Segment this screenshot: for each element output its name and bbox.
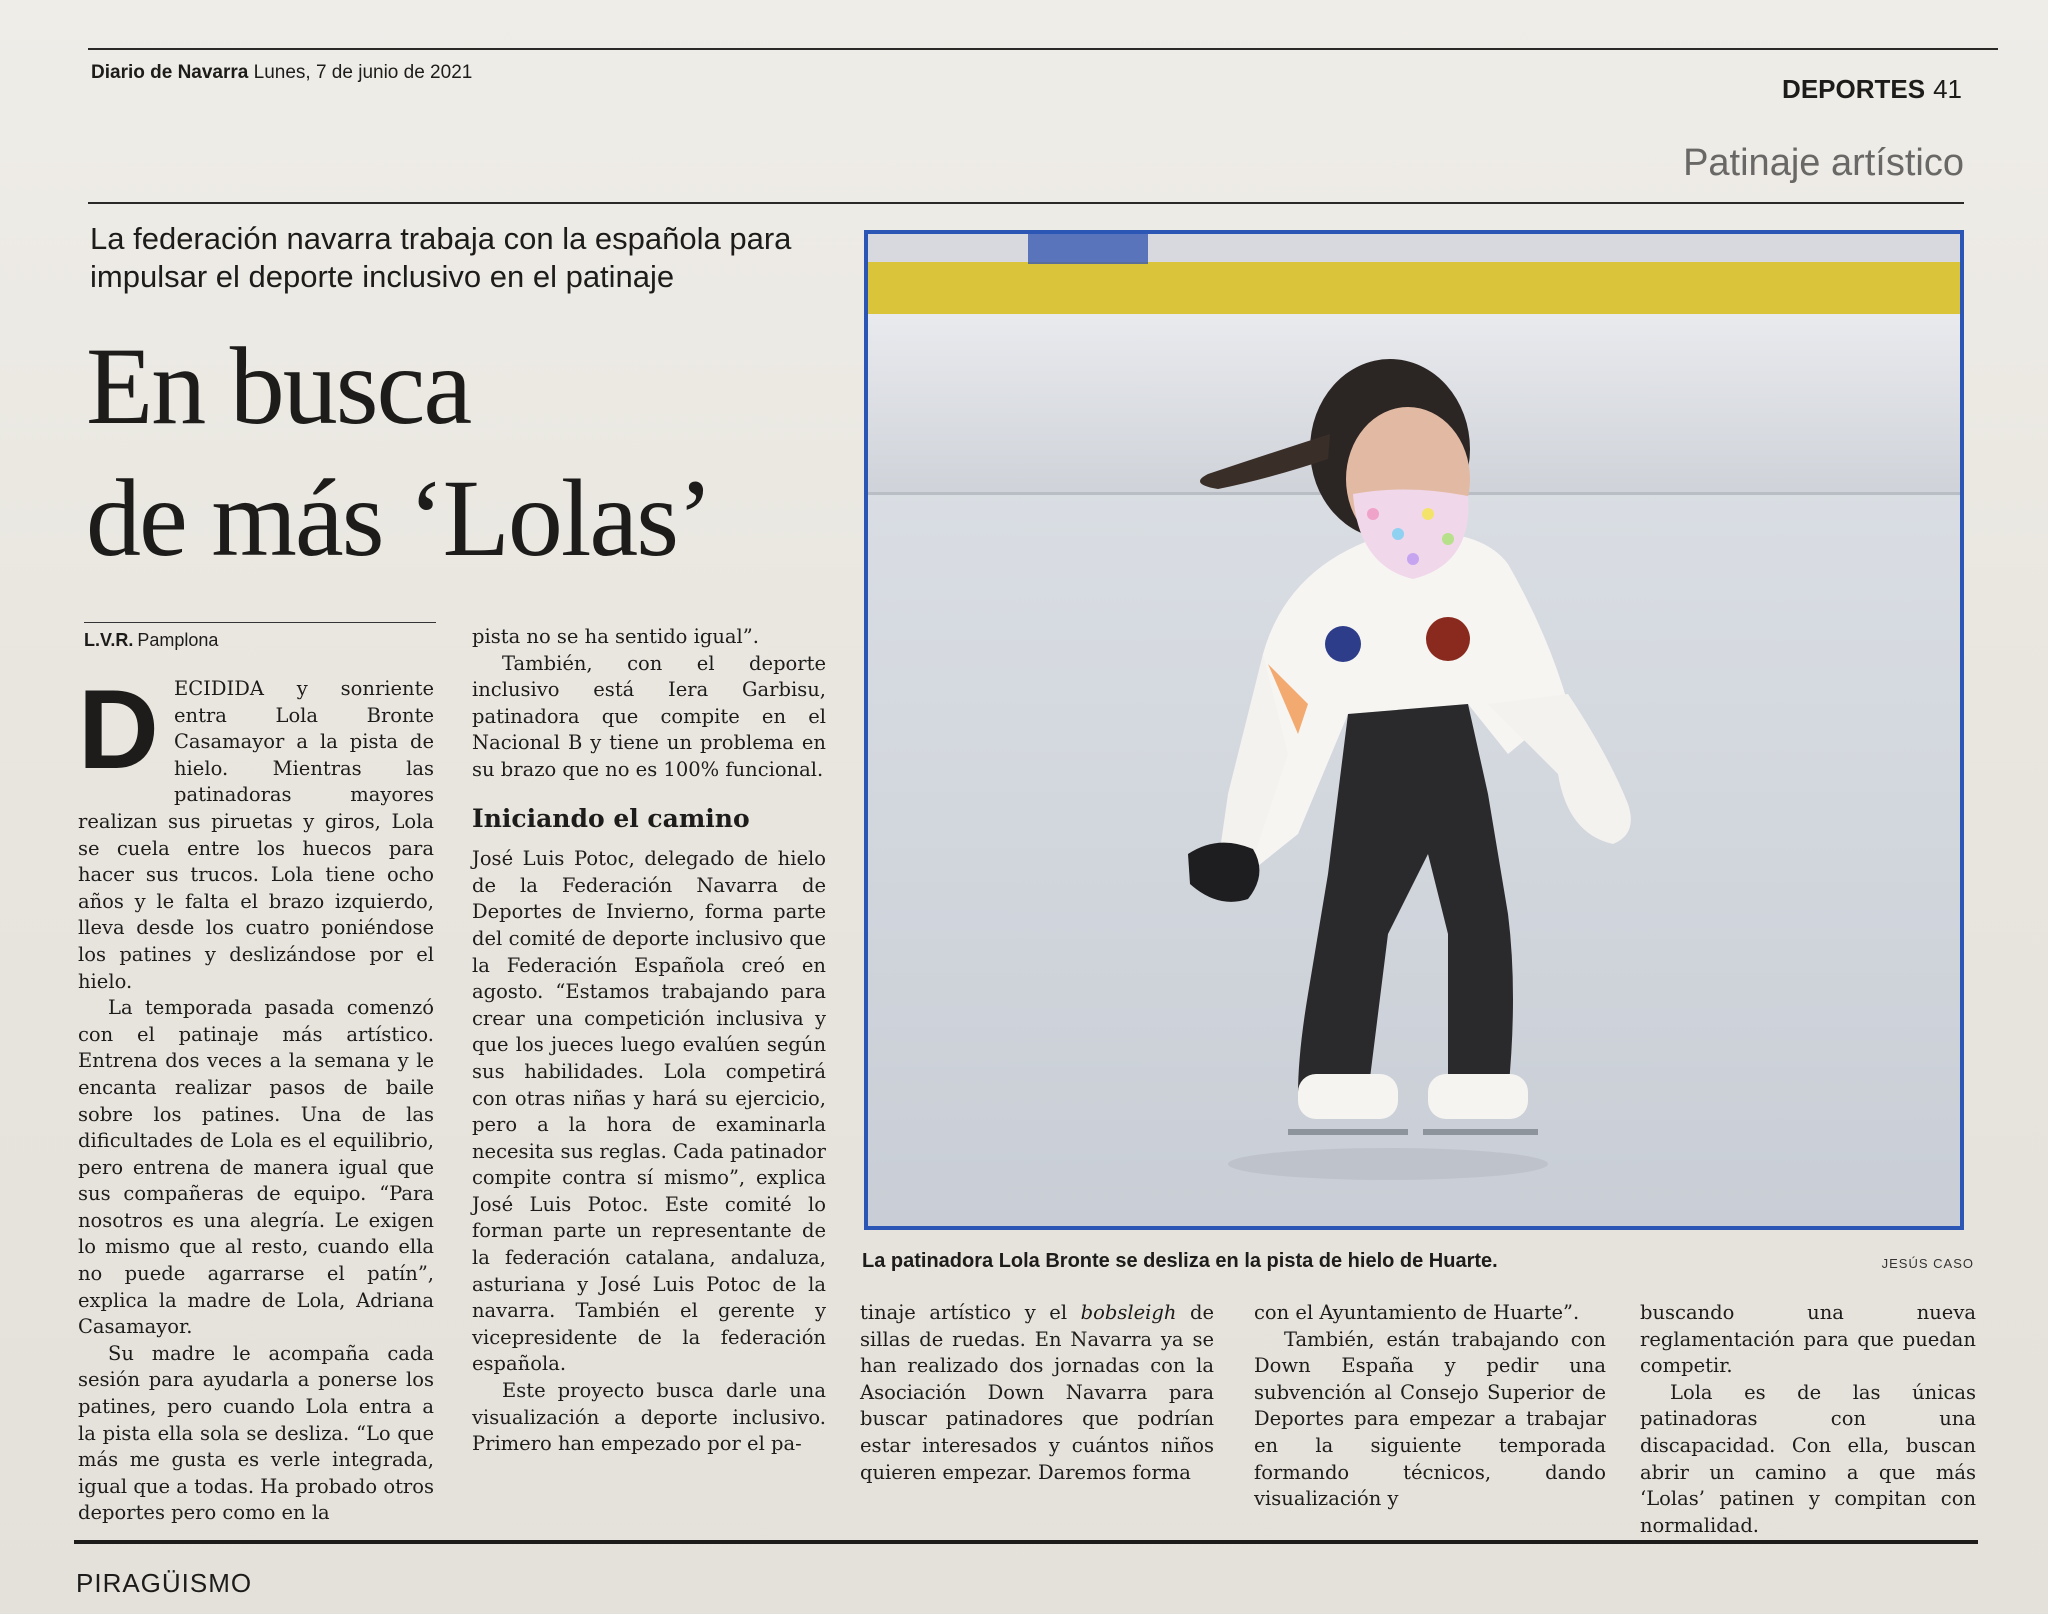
paragraph [860, 1300, 1214, 1486]
paragraph-text: de sillas de ruedas. En Navarra ya se han realizado dos jornadas con la Asociación Down Navarra para buscar patinadores que podrían estar interesados y cuántos niños quieren empezar. Daremos forma [860, 1301, 1214, 1484]
article-column-1 [78, 667, 434, 1527]
article-column-2 [472, 624, 826, 1458]
headline-line-1: En busca [86, 325, 471, 447]
dropcap [78, 667, 166, 792]
dropcap-letter: D [78, 667, 159, 792]
left-skate [1298, 1074, 1398, 1119]
club-badge [1325, 626, 1361, 662]
paragraph [78, 667, 434, 995]
italic-term: bobsleigh [1080, 1301, 1177, 1324]
article-headline [86, 320, 846, 584]
header-rule [88, 48, 1998, 50]
byline-rule [84, 622, 436, 623]
mask-dot [1422, 508, 1434, 520]
section-tag: Patinaje artístico [1683, 142, 1964, 184]
byline [84, 630, 218, 651]
paragraph: También, con el deporte inclusivo está Iera Garbisu, patinadora que compite en el Nacional B y tiene un problema en su brazo que no es 100% funcional. [472, 651, 826, 781]
section-name: DEPORTES [1782, 74, 1926, 104]
article-column-4 [1254, 1300, 1606, 1513]
page-number: 41 [1933, 74, 1962, 104]
mask-dot [1407, 553, 1419, 565]
skater-photo-illustration [868, 234, 1960, 1226]
article-photo [864, 230, 1964, 1230]
paragraph: José Luis Potoc, delegado de hielo de la Federación Navarra de Deportes de Invierno, forma parte del comité de deporte inclusivo que la Federación Española creó en agosto. “Estamos trabajando para crear una competición inclusiva y que los jueces luego evalúen según sus habilidades. Lola competirá con otras niñas y hará su ejercicio, pero a la hora de examinarla necesita sus reglas. Cada patinador compite contra sí mismo”, explica José Luis Potoc. Este comité lo forman parte un representante de la federación catalana, andaluza, asturiana y José Luis Potoc de la navarra. También el gerente y vicepresidente de la federación española. [472, 847, 826, 1376]
issue-date: Lunes, 7 de junio de 2021 [253, 62, 473, 83]
skater-shadow [1228, 1148, 1548, 1180]
paragraph: Lola es de las únicas patinadoras con una discapacidad. Con ella, buscan abrir un camino a que más ‘Lolas’ patinen y compitan con normalidad. [1640, 1380, 1976, 1537]
left-blade [1288, 1129, 1408, 1135]
byline-place: Pamplona [137, 630, 219, 650]
article-column-5 [1640, 1300, 1976, 1539]
paragraph-text: tinaje artístico y el [860, 1301, 1081, 1324]
rink-yellow-board [868, 262, 1960, 314]
paragraph: La temporada pasada comenzó con el patinaje más artístico. Entrena dos veces a la semana y le encanta realizar pasos de baile sobre los patines. Una de las dificultades de Lola es el equilibrio, pero entrena de manera igual que sus compañeras de equipo. “Para nosotros es una alegría. Le exigen lo mismo que al resto, cuando ella no puede agarrarse el patín”, explica la madre de Lola, Adriana Casamayor. [78, 996, 434, 1339]
next-section-label: PIRAGÜISMO [76, 1568, 253, 1598]
byline-author: L.V.R. [84, 630, 134, 650]
headline-line-2: de más ‘Lolas’ [86, 457, 712, 579]
mask-dot [1442, 533, 1454, 545]
paragraph: pista no se ha sentido igual”. [472, 625, 759, 648]
mask-dot [1392, 528, 1404, 540]
article-subhead: Iniciando el camino [472, 803, 750, 833]
section-rule [88, 202, 1964, 204]
photo-caption: La patinadora Lola Bronte se desliza en la pista de hielo de Huarte. [862, 1250, 1498, 1272]
page-header-right [1782, 74, 1962, 105]
page-header-left [91, 62, 472, 84]
right-blade [1423, 1129, 1538, 1135]
paragraph: Su madre le acompaña cada sesión para ayudarla a ponerse los patines, pero cuando Lola entra a la pista ella sola se desliza. “Lo que más me gusta es verle integrada, igual que a todas. Ha probado otros deportes pero como en la [78, 1341, 434, 1525]
paper-name: Diario de Navarra [91, 62, 249, 83]
paragraph: buscando una nueva reglamentación para que puedan competir. [1640, 1301, 1976, 1378]
rink-blue-sign [1028, 234, 1148, 264]
right-skate [1428, 1074, 1528, 1119]
article-subtitle: La federación navarra trabaja con la española para impulsar el deporte inclusivo en el patinaje [90, 221, 792, 294]
photo-credit: JESÚS CASO [1881, 1256, 1974, 1271]
footer-rule [74, 1540, 1978, 1544]
paragraph: Este proyecto busca darle una visualización a deporte inclusivo. Primero han empezado por el pa- [472, 1379, 826, 1456]
paragraph: con el Ayuntamiento de Huarte”. [1254, 1301, 1580, 1324]
paragraph-text: y sonriente entra Lola Bronte Casamayor a la pista de hielo. Mientras las patinadoras mayores realizan sus piruetas y giros, Lola se cuela entre los huecos para hacer sus trucos. Lola tiene ocho años y le falta el brazo izquierdo, lleva desde los cuatro poniéndose los patines y deslizándose por el hielo. [78, 677, 434, 993]
paragraph: También, están trabajando con Down España y pedir una subvención al Consejo Superior de Deportes para empezar a trabajar en la siguiente temporada formando técnicos, dando visualización y [1254, 1327, 1606, 1511]
lead-caps: ECIDIDA [174, 677, 264, 700]
mask-dot [1367, 508, 1379, 520]
article-column-3 [860, 1300, 1214, 1486]
federation-badge [1426, 617, 1470, 661]
